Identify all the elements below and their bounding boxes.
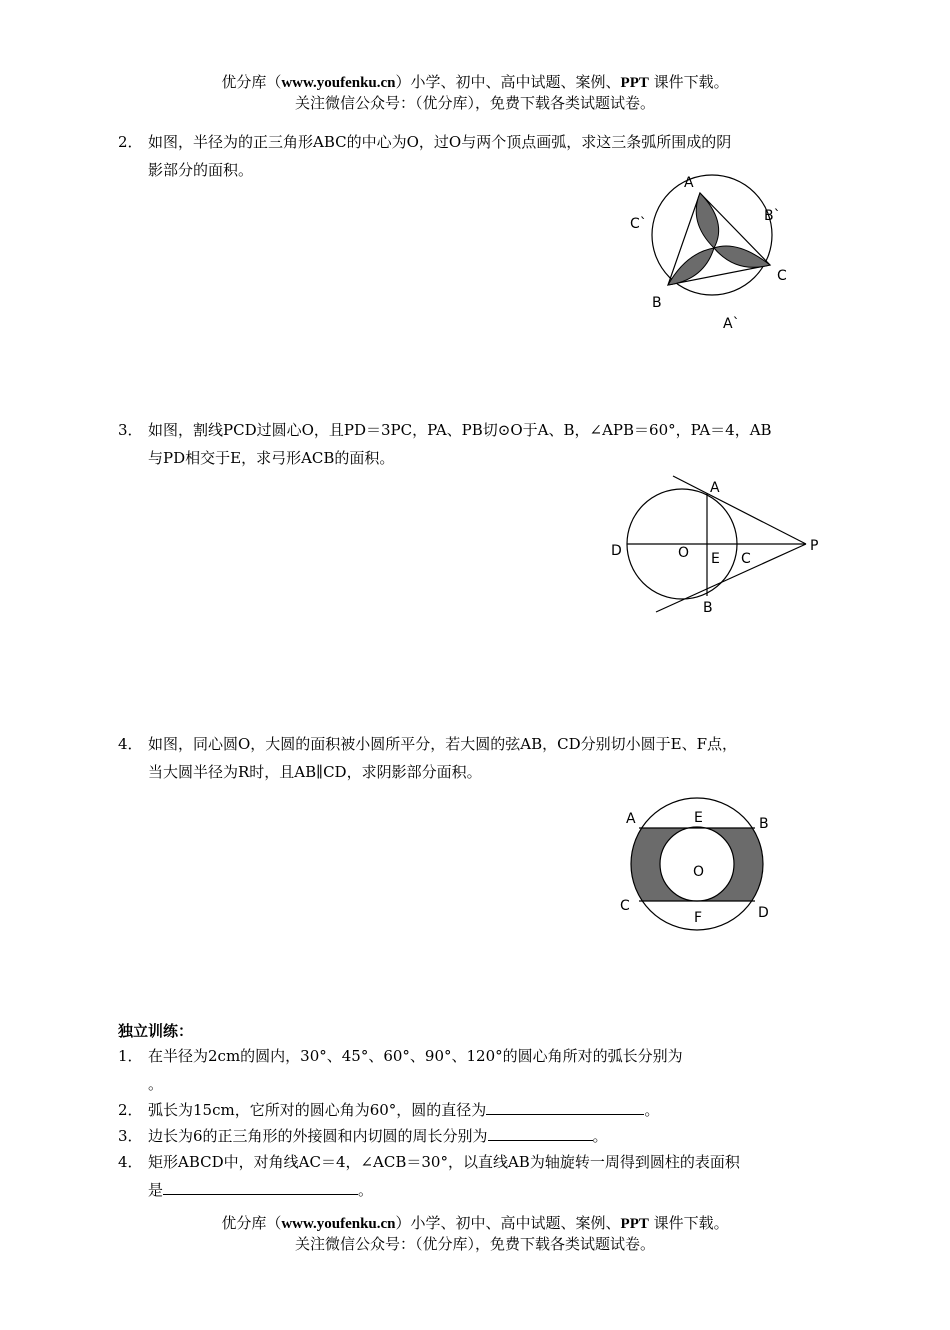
label-a: A xyxy=(626,811,636,827)
label-o: O xyxy=(678,545,690,561)
practice-title: 独立训练： xyxy=(118,1022,194,1040)
footer-line-1: 优分库（www.youfenku.cn）小学、初中、高中试题、案例、PPT 课件下载。 xyxy=(221,1214,729,1232)
figure-secant-tangent xyxy=(600,465,840,625)
shaded-petal-a xyxy=(696,193,718,248)
practice-item-1: 1． 在半径为2cm的圆内，30°、45°、60°、90°、120°的圆心角所对的弧长分别为 。 xyxy=(118,1047,683,1093)
practice-item-4: 4． 矩形ABCD中，对角线AC＝4，∠ACB＝30°，以直线AB为轴旋转一周得到圆柱的表面积 是 。 xyxy=(118,1153,740,1199)
label-a-prime: A` xyxy=(723,316,740,332)
label-d: D xyxy=(611,543,622,559)
label-b: B xyxy=(703,600,713,616)
page-header xyxy=(0,72,950,113)
header-line-2: 关注微信公众号：（优分库），免费下载各类试题试卷。 xyxy=(294,94,655,112)
label-f: F xyxy=(694,910,703,926)
question-3: 3． 如图，割线PCD过圆心O，且PD＝3PC，PA、PB切⊙O于A、B，∠APB＝60°，PA＝4，AB 与PD相交于E，求弓形ACB的面积。 xyxy=(118,421,772,467)
label-e: E xyxy=(694,810,703,826)
question-2: 2． 如图，半径为的正三角形ABC的中心为O，过O与两个顶点画弧，求这三条弧所围成的阴 影部分的面积。 xyxy=(118,133,732,179)
question-4: 4． 如图，同心圆O，大圆的面积被小圆所平分，若大圆的弦AB，CD分别切小圆于E、F点， 当大圆半径为R时，且AB∥CD，求阴影部分面积。 xyxy=(118,735,738,781)
practice-item-3: 3． 边长为6的正三角形的外接圆和内切圆的周长分别为 。 xyxy=(118,1122,833,1150)
label-e: E xyxy=(711,551,720,567)
label-a: A xyxy=(710,480,720,496)
figure-triangle-in-circle xyxy=(620,170,800,340)
figure-concentric-circles xyxy=(610,790,790,940)
footer-line-2: 关注微信公众号：（优分库），免费下载各类试题试卷。 xyxy=(294,1235,655,1253)
label-c: C xyxy=(777,268,787,284)
page-footer xyxy=(0,1213,950,1254)
answer-blank[interactable] xyxy=(488,1124,593,1141)
label-o: O xyxy=(693,864,705,880)
label-a: A xyxy=(684,175,694,191)
label-b: B xyxy=(652,295,662,311)
label-b: B xyxy=(759,816,769,832)
label-c-prime: C` xyxy=(630,216,647,232)
label-b-prime: B` xyxy=(764,208,781,224)
tangent-pa xyxy=(673,476,806,544)
answer-blank[interactable] xyxy=(163,1178,358,1195)
label-c: C xyxy=(620,898,630,914)
label-d: D xyxy=(758,905,769,921)
label-c: C xyxy=(741,551,751,567)
header-line-1: 优分库（www.youfenku.cn）小学、初中、高中试题、案例、PPT 课件下载。 xyxy=(221,73,729,91)
practice-item-2: 2． 弧长为15cm，它所对的圆心角为60°，圆的直径为 。 xyxy=(118,1096,833,1124)
label-p: P xyxy=(810,538,819,554)
answer-blank[interactable] xyxy=(486,1098,644,1115)
